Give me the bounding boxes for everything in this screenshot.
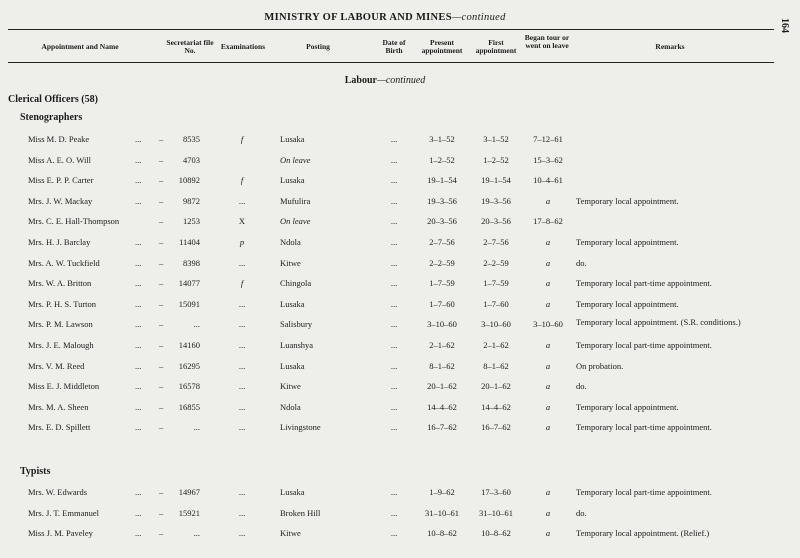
cell-file-no: ... — [193, 319, 200, 330]
cell-date-of-birth: ... — [390, 487, 398, 497]
cell-tour-or-leave: a — [545, 298, 551, 309]
cell-tour-or-leave: a — [545, 278, 551, 289]
cell-present-appointment: 10–8–62 — [427, 528, 457, 538]
cell-remarks: Temporary local appointment. — [576, 237, 679, 247]
cell-date-of-birth: ... — [390, 422, 398, 433]
table-row — [0, 216, 800, 230]
cell-dash: – — [159, 401, 164, 412]
cell-dash: – — [159, 381, 164, 392]
cell-first-appointment: 1–7–59 — [483, 278, 509, 289]
cell-name: Mrs. P. M. Lawson — [28, 319, 93, 330]
cell-tour-or-leave: a — [545, 237, 551, 247]
cell-date-of-birth: ... — [390, 175, 398, 186]
cell-date-of-birth: ... — [390, 154, 398, 165]
cell-date-of-birth: ... — [390, 360, 398, 371]
cell-file-no: 15091 — [178, 298, 200, 309]
cell-remarks: Temporary local appointment. (S.R. conditions.) — [576, 317, 741, 328]
table-row — [0, 340, 800, 354]
cell-present-appointment: 2–2–59 — [429, 257, 455, 268]
cell-present-appointment: 1–2–52 — [429, 154, 455, 165]
cell-first-appointment: 14–4–62 — [481, 401, 511, 412]
table-row — [0, 237, 800, 251]
table-row — [0, 258, 800, 272]
cell-dash: – — [159, 360, 164, 371]
cell-dash: – — [159, 278, 164, 289]
cell-examination: ... — [238, 360, 246, 371]
cell-present-appointment: 14–4–62 — [427, 401, 457, 412]
page-title — [0, 12, 770, 23]
table-row — [0, 278, 800, 292]
section-suffix: —continued — [376, 75, 426, 86]
table-row — [0, 487, 800, 501]
cell-posting: Mufulira — [280, 195, 311, 206]
cell-file-no: 14967 — [178, 487, 200, 497]
cell-remarks: do. — [576, 257, 587, 268]
cell-dots: ... — [135, 360, 142, 371]
table-row — [0, 196, 800, 210]
cell-first-appointment: 17–3–60 — [481, 487, 511, 497]
cell-name: Mrs. C. E. Hall-Thompson — [28, 216, 120, 227]
cell-first-appointment: 8–1–62 — [483, 360, 509, 371]
section-title — [0, 75, 770, 86]
cell-first-appointment: 10–8–62 — [481, 528, 511, 538]
cell-tour-or-leave: a — [545, 360, 551, 371]
group-title: Clerical Officers (58) — [8, 94, 98, 105]
cell-first-appointment: 19–1–54 — [481, 175, 511, 186]
cell-tour-or-leave: a — [545, 257, 551, 268]
cell-file-no: 11404 — [179, 237, 200, 247]
cell-examination: ... — [238, 381, 246, 392]
cell-date-of-birth: ... — [390, 340, 398, 350]
table-row — [0, 155, 800, 169]
cell-first-appointment: 2–7–56 — [483, 237, 509, 247]
cell-tour-or-leave: 10–4–61 — [533, 175, 563, 186]
cell-first-appointment: 1–7–60 — [483, 298, 509, 309]
cell-dots: ... — [135, 401, 142, 412]
cell-first-appointment: 20–1–62 — [481, 381, 511, 392]
cell-name: Mrs. H. J. Barclay — [28, 237, 91, 247]
cell-remarks: Temporary local part-time appointment. — [576, 340, 712, 350]
cell-dots: ... — [135, 154, 142, 165]
cell-date-of-birth: ... — [390, 528, 398, 538]
cell-examination: ... — [238, 487, 246, 497]
cell-file-no: 15921 — [178, 507, 200, 518]
cell-present-appointment: 20–3–56 — [427, 216, 457, 227]
cell-dash: – — [159, 528, 164, 538]
cell-dots: ... — [135, 278, 142, 289]
header-posting: Posting — [306, 42, 330, 51]
table-row — [0, 134, 800, 148]
cell-present-appointment: 8–1–62 — [429, 360, 455, 371]
header-exams: Examinations — [220, 42, 266, 51]
cell-remarks: Temporary local appointment. — [576, 298, 679, 309]
cell-file-no: ... — [193, 422, 200, 433]
cell-date-of-birth: ... — [390, 134, 398, 144]
cell-examination: f — [240, 175, 244, 186]
section-text: Labour — [344, 75, 377, 86]
cell-tour-or-leave: a — [545, 422, 551, 433]
cell-name: Miss E. P. P. Carter — [28, 175, 94, 186]
cell-present-appointment: 16–7–62 — [427, 422, 457, 433]
cell-file-no: 8398 — [183, 257, 200, 268]
cell-present-appointment: 1–7–60 — [429, 298, 455, 309]
cell-date-of-birth: ... — [390, 319, 398, 330]
cell-dash: – — [159, 195, 164, 206]
cell-date-of-birth: ... — [390, 195, 398, 206]
cell-date-of-birth: ... — [390, 257, 398, 268]
header-first: First appointment — [475, 38, 517, 55]
cell-posting: Luanshya — [280, 340, 314, 350]
cell-examination: ... — [238, 319, 246, 330]
cell-remarks: Temporary local appointment. (Relief.) — [576, 528, 710, 538]
cell-examination: f — [240, 278, 244, 289]
header-present: Present appointment — [421, 38, 463, 55]
cell-tour-or-leave: a — [545, 340, 551, 350]
cell-name: Miss A. E. O. Will — [28, 154, 92, 165]
cell-tour-or-leave: 3–10–60 — [533, 319, 563, 330]
table-row — [0, 381, 800, 395]
cell-tour-or-leave: a — [545, 401, 551, 412]
cell-name: Mrs. M. A. Sheen — [28, 401, 89, 412]
cell-dash: – — [159, 237, 164, 247]
cell-examination: ... — [238, 528, 246, 538]
cell-dash: – — [159, 134, 164, 144]
header-appointment: Appointment and Name — [41, 42, 119, 51]
cell-dash: – — [159, 340, 164, 350]
cell-file-no: 16855 — [178, 401, 200, 412]
cell-dash: – — [159, 175, 164, 186]
cell-tour-or-leave: a — [545, 487, 551, 497]
cell-present-appointment: 1–7–59 — [429, 278, 455, 289]
cell-posting: Broken Hill — [280, 507, 321, 518]
cell-tour-or-leave: a — [545, 381, 551, 392]
cell-examination: X — [238, 216, 246, 227]
cell-file-no: 14160 — [178, 340, 200, 350]
cell-dots: ... — [135, 528, 142, 538]
cell-dash: – — [159, 216, 164, 227]
cell-examination: f — [240, 134, 244, 144]
cell-first-appointment: 3–10–60 — [481, 319, 511, 330]
cell-dots: ... — [135, 175, 142, 186]
cell-present-appointment: 2–1–62 — [429, 340, 455, 350]
cell-remarks: do. — [576, 507, 587, 518]
cell-posting: Kitwe — [280, 381, 301, 392]
cell-examination: ... — [238, 340, 246, 350]
cell-name: Mrs. J. W. Mackay — [28, 195, 93, 206]
cell-remarks: Temporary local part-time appointment. — [576, 487, 712, 497]
table-row — [0, 299, 800, 313]
cell-date-of-birth: ... — [390, 278, 398, 289]
cell-present-appointment: 3–1–52 — [429, 134, 455, 144]
cell-remarks: do. — [576, 381, 587, 392]
cell-posting: Livingstone — [280, 422, 321, 433]
cell-dots: ... — [135, 134, 142, 144]
cell-file-no: 16578 — [178, 381, 200, 392]
cell-examination: ... — [238, 422, 246, 433]
cell-name: Miss E. J. Middleton — [28, 381, 100, 392]
header-file: Secretariat file No. — [166, 38, 214, 55]
cell-posting: Lusaka — [280, 360, 305, 371]
cell-name: Mrs. W. A. Britton — [28, 278, 92, 289]
table-row — [0, 361, 800, 375]
cell-examination: ... — [238, 195, 246, 206]
cell-name: Mrs. W. Edwards — [28, 487, 88, 497]
cell-file-no: 9872 — [183, 195, 200, 206]
cell-remarks: Temporary local appointment. — [576, 401, 679, 412]
cell-tour-or-leave: 17–8–62 — [533, 216, 563, 227]
cell-first-appointment: 1–2–52 — [483, 154, 509, 165]
cell-name: Mrs. J. T. Emmanuel — [28, 507, 99, 518]
cell-posting: Kitwe — [280, 257, 301, 268]
cell-date-of-birth: ... — [390, 507, 398, 518]
cell-dots: ... — [135, 487, 142, 497]
cell-name: Mrs. E. D. Spillett — [28, 422, 91, 433]
header-rule-top — [8, 29, 774, 30]
cell-name: Mrs. J. E. Malough — [28, 340, 94, 350]
cell-posting: Chingola — [280, 278, 312, 289]
cell-first-appointment: 16–7–62 — [481, 422, 511, 433]
header-tour: Began tour or went on leave — [524, 33, 570, 50]
table-row — [0, 528, 800, 542]
table-row — [0, 319, 800, 333]
title-suffix: —continued — [451, 12, 506, 23]
cell-dots: ... — [135, 195, 142, 206]
cell-dash: – — [159, 154, 164, 165]
cell-first-appointment: 2–2–59 — [483, 257, 509, 268]
table-row — [0, 402, 800, 416]
cell-dots: ... — [135, 298, 142, 309]
subgroup-typists: Typists — [20, 466, 51, 477]
cell-file-no: 16295 — [178, 360, 200, 371]
cell-dash: – — [159, 298, 164, 309]
cell-tour-or-leave: a — [545, 528, 551, 538]
cell-file-no: 10892 — [178, 175, 200, 186]
cell-posting: Lusaka — [280, 134, 305, 144]
header-remarks: Remarks — [655, 42, 685, 51]
cell-name: Mrs. A. W. Tuckfield — [28, 257, 100, 268]
table-row — [0, 508, 800, 522]
cell-tour-or-leave: 15–3–62 — [533, 154, 563, 165]
cell-tour-or-leave: a — [545, 507, 551, 518]
header-dob: Date of Birth — [382, 38, 406, 55]
cell-present-appointment: 2–7–56 — [429, 237, 455, 247]
cell-date-of-birth: ... — [390, 216, 398, 227]
cell-first-appointment: 2–1–62 — [483, 340, 509, 350]
cell-dots: ... — [135, 381, 142, 392]
cell-dash: – — [159, 487, 164, 497]
cell-present-appointment: 19–1–54 — [427, 175, 457, 186]
cell-posting: Salisbury — [280, 319, 313, 330]
cell-first-appointment: 19–3–56 — [481, 195, 511, 206]
cell-remarks: Temporary local part-time appointment. — [576, 278, 712, 289]
cell-examination: ... — [238, 507, 246, 518]
cell-posting: Ndola — [280, 237, 301, 247]
cell-examination: ... — [238, 257, 246, 268]
cell-first-appointment: 20–3–56 — [481, 216, 511, 227]
page-number: 164 — [779, 18, 790, 33]
cell-present-appointment: 31–10–61 — [425, 507, 459, 518]
cell-present-appointment: 20–1–62 — [427, 381, 457, 392]
cell-present-appointment: 3–10–60 — [427, 319, 457, 330]
cell-present-appointment: 1–9–62 — [429, 487, 455, 497]
cell-first-appointment: 3–1–52 — [483, 134, 509, 144]
cell-date-of-birth: ... — [390, 237, 398, 247]
cell-file-no: 1253 — [183, 216, 200, 227]
cell-dots: ... — [135, 507, 142, 518]
table-row — [0, 422, 800, 436]
cell-posting: On leave — [280, 154, 311, 165]
cell-file-no: 8535 — [183, 134, 200, 144]
cell-name: Mrs. V. M. Reed — [28, 360, 85, 371]
cell-tour-or-leave: 7–12–61 — [533, 134, 563, 144]
cell-name: Mrs. P. H. S. Turton — [28, 298, 97, 309]
table-row — [0, 175, 800, 189]
cell-tour-or-leave: a — [545, 195, 551, 206]
cell-dots: ... — [135, 319, 142, 330]
cell-dots: ... — [135, 257, 142, 268]
header-rule-bottom — [8, 62, 774, 63]
cell-date-of-birth: ... — [390, 381, 398, 392]
cell-examination: ... — [238, 401, 246, 412]
cell-posting: Kitwe — [280, 528, 301, 538]
cell-date-of-birth: ... — [390, 401, 398, 412]
cell-dots: ... — [135, 422, 142, 433]
cell-file-no: ... — [193, 528, 200, 538]
cell-remarks: Temporary local appointment. — [576, 195, 679, 206]
cell-examination: p — [239, 237, 245, 247]
cell-date-of-birth: ... — [390, 298, 398, 309]
cell-name: Miss J. M. Paveley — [28, 528, 93, 538]
cell-file-no: 4703 — [183, 154, 200, 165]
title-text: MINISTRY OF LABOUR AND MINES — [264, 12, 452, 23]
cell-present-appointment: 19–3–56 — [427, 195, 457, 206]
cell-posting: Lusaka — [280, 298, 305, 309]
cell-dots: ... — [135, 340, 142, 350]
cell-posting: Ndola — [280, 401, 301, 412]
cell-dash: – — [159, 257, 164, 268]
cell-remarks: On probation. — [576, 360, 624, 371]
cell-posting: Lusaka — [280, 175, 305, 186]
cell-posting: Lusaka — [280, 487, 305, 497]
cell-file-no: 14077 — [178, 278, 200, 289]
cell-examination: ... — [238, 298, 246, 309]
cell-dash: – — [159, 422, 164, 433]
subgroup-stenographers: Stenographers — [20, 112, 83, 123]
cell-dash: – — [159, 319, 164, 330]
cell-dots: ... — [135, 237, 142, 247]
cell-remarks: Temporary local part-time appointment. — [576, 422, 712, 433]
cell-first-appointment: 31–10–61 — [479, 507, 513, 518]
cell-dash: – — [159, 507, 164, 518]
cell-posting: On leave — [280, 216, 311, 227]
cell-name: Miss M. D. Peake — [28, 134, 90, 144]
